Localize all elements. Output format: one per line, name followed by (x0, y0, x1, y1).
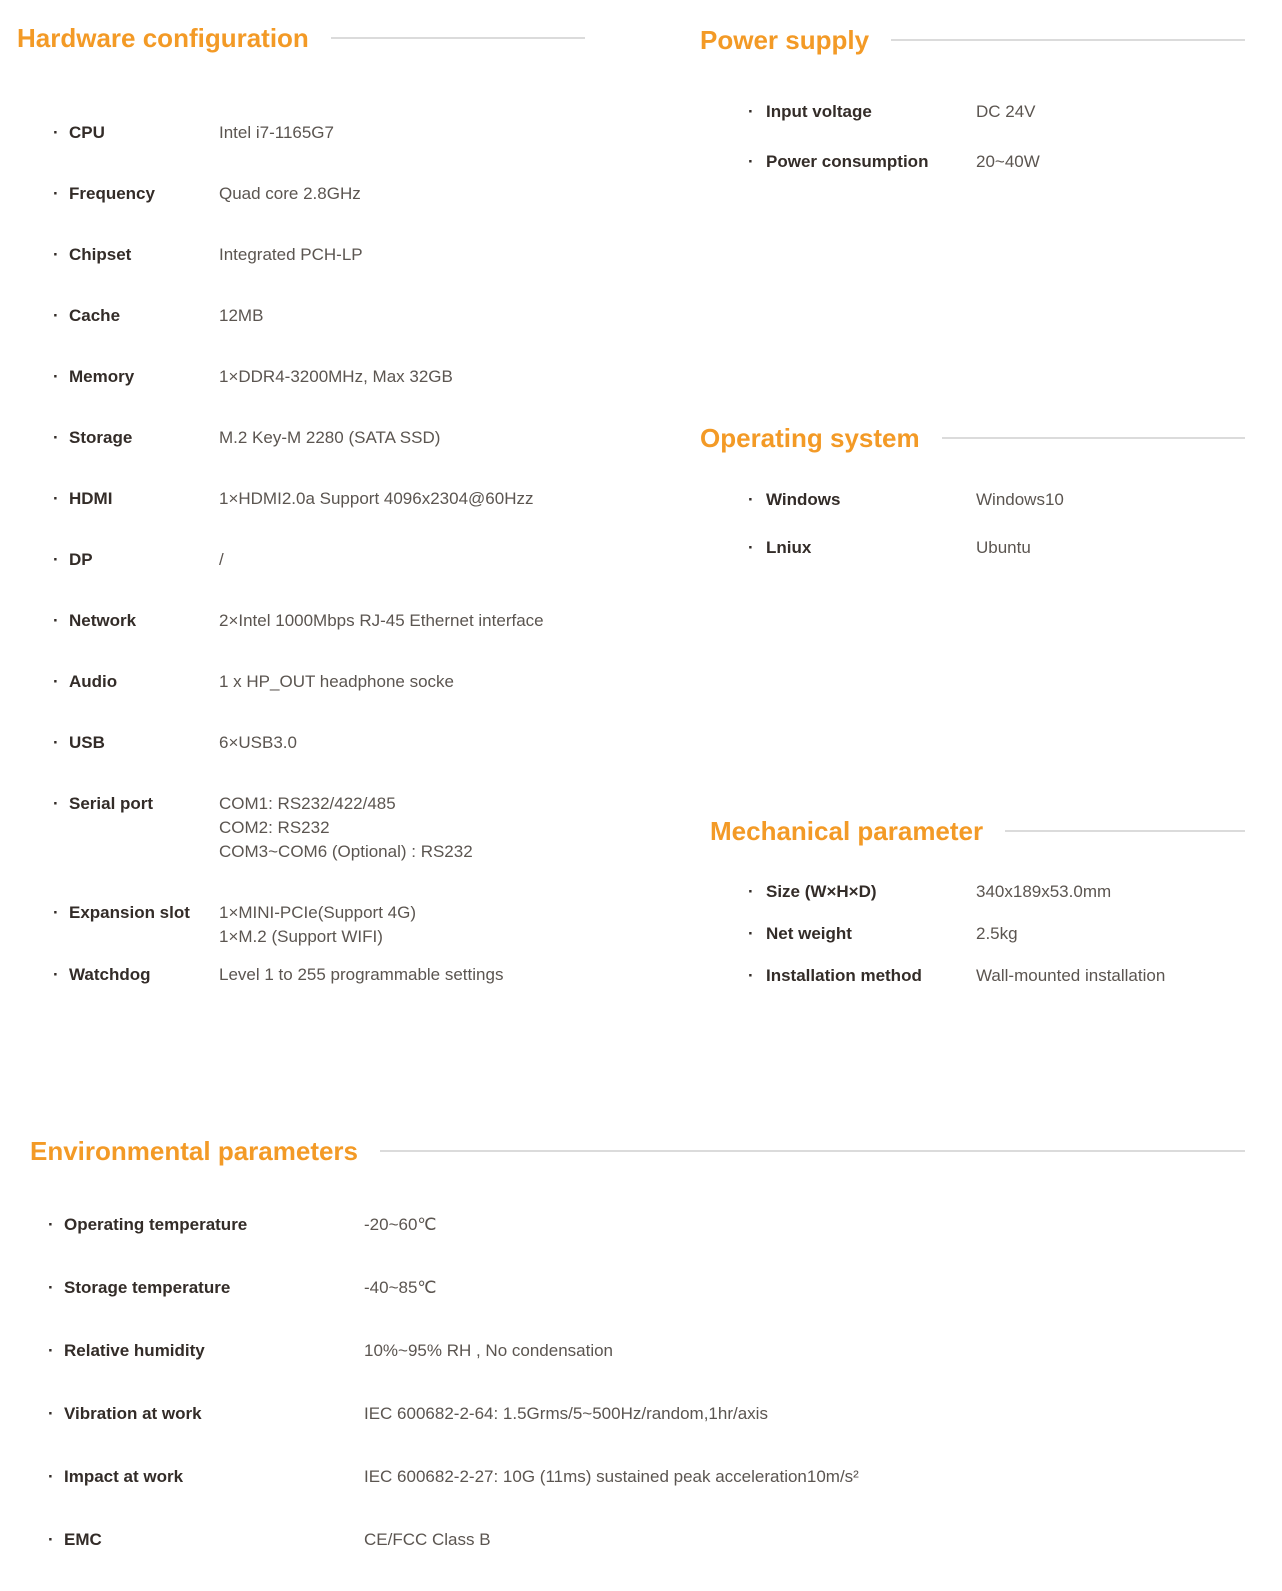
spec-row (53, 548, 585, 572)
spec-row (53, 121, 585, 145)
spec-label: Size (W×H×D) (766, 882, 877, 901)
spec-row (48, 1465, 1245, 1489)
section-header (17, 22, 585, 54)
bullet-dot: · (53, 672, 59, 691)
spec-label: Network (69, 611, 137, 630)
bullet-dot: · (53, 245, 59, 264)
spec-label: Cache (69, 306, 121, 325)
spec-value: -40~85℃ (364, 1278, 437, 1297)
spec-row (53, 609, 585, 633)
bullet-dot: · (53, 965, 59, 984)
spec-row (53, 243, 585, 267)
bullet-dot: · (48, 1215, 54, 1234)
spec-label: Input voltage (766, 102, 872, 121)
spec-label: Net weight (766, 924, 852, 943)
spec-value: IEC 600682-2-64: 1.5Grms/5~500Hz/random,1hr/axis (364, 1404, 768, 1423)
bullet-dot: · (748, 966, 754, 985)
spec-label: Impact at work (64, 1467, 184, 1486)
spec-row (53, 731, 585, 755)
section-title: Power supply (700, 25, 870, 55)
spec-rows (700, 56, 1245, 174)
section-environmental-parameters (30, 1135, 1245, 1591)
bullet-dot: · (48, 1278, 54, 1297)
section-header (30, 1135, 1245, 1167)
section-operating-system (700, 422, 1245, 584)
spec-value: 1×HDMI2.0a Support 4096x2304@60Hzz (219, 489, 534, 508)
section-mechanical-parameter (700, 815, 1245, 1006)
spec-label: Vibration at work (64, 1404, 202, 1423)
spec-value: / (219, 550, 224, 569)
spec-row (48, 1276, 1245, 1300)
spec-value: 2.5kg (976, 924, 1018, 943)
section-header (700, 422, 1245, 454)
spec-value: 2×Intel 1000Mbps RJ-45 Ethernet interface (219, 611, 544, 630)
spec-label: Storage (69, 428, 133, 447)
spec-row (53, 792, 585, 864)
spec-row (748, 880, 1245, 904)
spec-row (53, 365, 585, 389)
bullet-dot: · (53, 611, 59, 630)
spec-label: Installation method (766, 966, 922, 985)
spec-value: 20~40W (976, 152, 1040, 171)
spec-value: 1×DDR4-3200MHz, Max 32GB (219, 367, 453, 386)
divider-line (1005, 830, 1245, 832)
bullet-dot: · (748, 152, 754, 171)
spec-row (53, 426, 585, 450)
spec-value: 1 x HP_OUT headphone socke (219, 672, 454, 691)
bullet-dot: · (53, 903, 59, 922)
bullet-dot: · (53, 367, 59, 386)
section-title: Hardware configuration (17, 23, 309, 53)
bullet-dot: · (48, 1467, 54, 1486)
spec-label: USB (69, 733, 105, 752)
spec-value: 6×USB3.0 (219, 733, 297, 752)
spec-row (748, 536, 1245, 560)
bullet-dot: · (748, 882, 754, 901)
spec-value: Ubuntu (976, 538, 1031, 557)
spec-label: CPU (69, 123, 105, 142)
spec-value: -20~60℃ (364, 1215, 437, 1234)
spec-label: Lniux (766, 538, 812, 557)
spec-row (53, 487, 585, 511)
spec-label: EMC (64, 1530, 102, 1549)
spec-value: 12MB (219, 306, 264, 325)
bullet-dot: · (48, 1530, 54, 1549)
bullet-dot: · (748, 538, 754, 557)
bullet-dot: · (53, 428, 59, 447)
spec-value: Quad core 2.8GHz (219, 184, 361, 203)
section-header (700, 24, 1245, 56)
bullet-dot: · (53, 550, 59, 569)
spec-row (48, 1213, 1245, 1237)
bullet-dot: · (748, 490, 754, 509)
spec-value: M.2 Key-M 2280 (SATA SSD) (219, 428, 441, 447)
divider-line (331, 37, 585, 39)
spec-label: Relative humidity (64, 1341, 205, 1360)
bullet-dot: · (53, 123, 59, 142)
spec-row (53, 901, 585, 949)
spec-value: IEC 600682-2-27: 10G (11ms) sustained peak acceleration10m/s² (364, 1467, 859, 1486)
spec-value: 10%~95% RH , No condensation (364, 1341, 614, 1360)
spec-value: Intel i7-1165G7 (219, 123, 334, 142)
section-power-supply (700, 24, 1245, 200)
divider-line (380, 1150, 1245, 1152)
spec-label: Windows (766, 490, 841, 509)
spec-value: DC 24V (976, 102, 1036, 121)
spec-label: Expansion slot (69, 903, 190, 922)
spec-label: Audio (69, 672, 118, 691)
spec-label: DP (69, 550, 93, 569)
bullet-dot: · (53, 794, 59, 813)
spec-row (48, 1339, 1245, 1363)
spec-value: Level 1 to 255 programmable settings (219, 965, 504, 984)
spec-row (748, 150, 1245, 174)
spec-value: 340x189x53.0mm (976, 882, 1112, 901)
spec-row (53, 182, 585, 206)
spec-value: Wall-mounted installation (976, 966, 1166, 985)
spec-label: Storage temperature (64, 1278, 231, 1297)
spec-label: Power consumption (766, 152, 929, 171)
spec-rows (700, 847, 1245, 988)
spec-row (748, 922, 1245, 946)
spec-label: Memory (69, 367, 135, 386)
spec-label: Watchdog (69, 965, 151, 984)
spec-label: Chipset (69, 245, 132, 264)
bullet-dot: · (748, 924, 754, 943)
spec-label: HDMI (69, 489, 113, 508)
section-title: Mechanical parameter (710, 816, 984, 846)
spec-rows (17, 54, 585, 987)
spec-rows (700, 454, 1245, 560)
spec-value: COM1: RS232/422/485 COM2: RS232 COM3~COM6 (Optional) : RS232 (219, 794, 473, 861)
spec-label: Operating temperature (64, 1215, 248, 1234)
spec-row (748, 964, 1245, 988)
bullet-dot: · (48, 1341, 54, 1360)
spec-row (53, 670, 585, 694)
bullet-dot: · (748, 102, 754, 121)
spec-row (748, 100, 1245, 124)
spec-value: CE/FCC Class B (364, 1530, 491, 1549)
section-header (700, 815, 1245, 847)
spec-row (748, 488, 1245, 512)
spec-row (48, 1528, 1245, 1552)
spec-row (48, 1402, 1245, 1426)
section-title: Environmental parameters (30, 1136, 359, 1166)
spec-value: Integrated PCH-LP (219, 245, 363, 264)
section-hardware-configuration (17, 22, 585, 1024)
spec-row (53, 304, 585, 328)
spec-value: Windows10 (976, 490, 1064, 509)
spec-row (53, 963, 585, 987)
bullet-dot: · (53, 306, 59, 325)
spec-rows (30, 1167, 1245, 1552)
spec-label: Serial port (69, 794, 154, 813)
bullet-dot: · (48, 1404, 54, 1423)
bullet-dot: · (53, 184, 59, 203)
spec-value: 1×MINI-PCIe(Support 4G) 1×M.2 (Support WIFI) (219, 903, 416, 946)
section-title: Operating system (700, 423, 920, 453)
spec-label: Frequency (69, 184, 155, 203)
divider-line (942, 437, 1245, 439)
bullet-dot: · (53, 733, 59, 752)
bullet-dot: · (53, 489, 59, 508)
divider-line (891, 39, 1245, 41)
